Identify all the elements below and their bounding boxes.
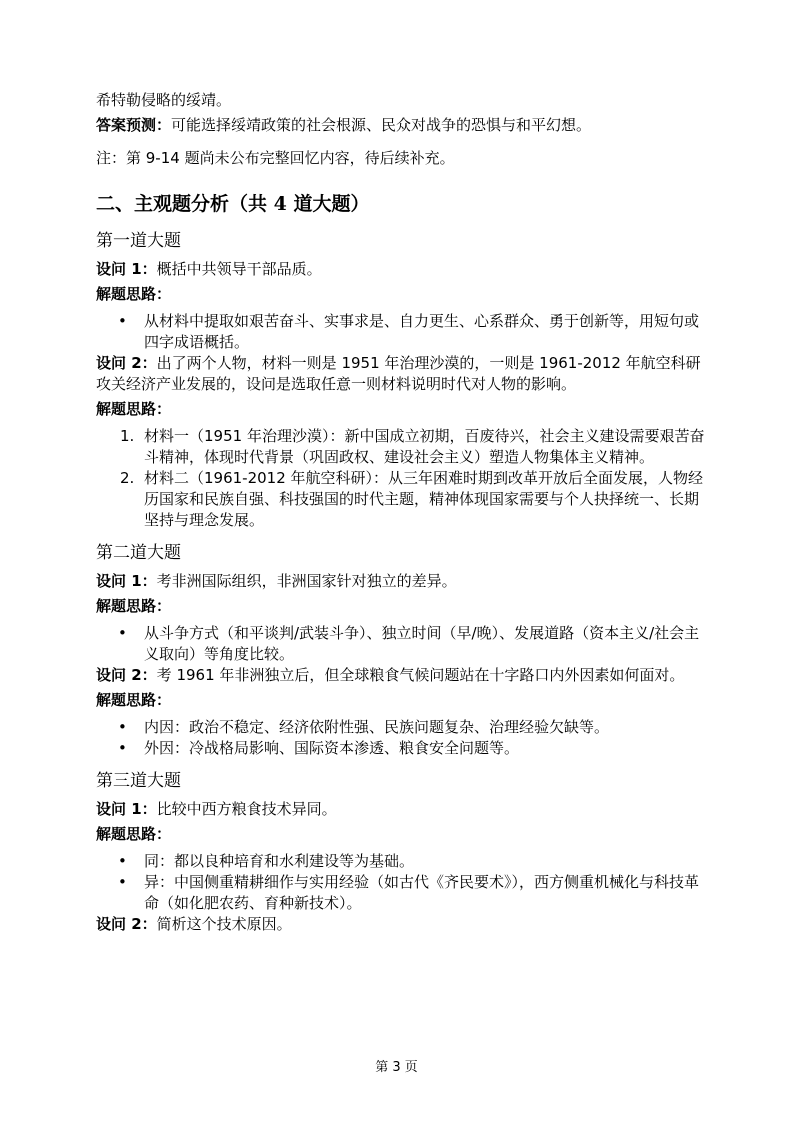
q1-thinking-label-1: 解题思路：	[96, 285, 172, 303]
q1-numbered-2	[96, 426, 706, 531]
document-page	[96, 90, 706, 935]
list-item-text: 异：中国侧重精耕细作与实用经验（如古代《齐民要术》），西方侧重机械化与科技革命（如化肥农药、育种新技术）。	[144, 873, 700, 912]
q2-bullets-2	[96, 717, 706, 759]
list-item	[96, 311, 706, 353]
q2-sub1-label: 设问 1：	[96, 572, 157, 590]
q3-sub2-label: 设问 2：	[96, 915, 157, 933]
bullet-icon: •	[118, 852, 127, 870]
list-item	[96, 426, 706, 468]
list-item	[96, 623, 706, 665]
q2-sub2-text: 考 1961 年非洲独立后，但全球粮食气候问题站在十字路口内外因素如何面对。	[156, 666, 685, 684]
q1-sub2	[96, 353, 706, 395]
bullet-icon: •	[118, 873, 127, 891]
q2-sub1-text: 考非洲国际组织，非洲国家针对独立的差异。	[156, 572, 457, 590]
intro-line: 希特勒侵略的绥靖。	[96, 91, 232, 109]
q2-thinking-label-2: 解题思路：	[96, 691, 172, 709]
q1-bullets-1	[96, 311, 706, 353]
list-item	[96, 738, 706, 759]
q1-sub1-text: 概括中共领导干部品质。	[156, 260, 322, 278]
q2-bullets-1	[96, 623, 706, 665]
bullet-icon: •	[118, 739, 127, 757]
bullet-icon: •	[118, 312, 127, 330]
list-number: 2.	[120, 469, 135, 487]
answer-label: 答案预测：	[96, 116, 172, 134]
list-item	[96, 872, 706, 914]
question-2-title: 第二道大题	[96, 543, 181, 563]
question-3-title: 第三道大题	[96, 771, 181, 791]
q3-sub2	[96, 914, 706, 935]
q1-sub1-label: 设问 1：	[96, 260, 157, 278]
bullet-icon: •	[118, 624, 127, 642]
q1-sub2-text: 出了两个人物，材料一则是 1951 年治理沙漠的，一则是 1961-2012 年航空科研攻关经济产业发展的，设问是选取任意一则材料说明时代对人物的影响。	[96, 354, 701, 393]
q3-sub1-label: 设问 1：	[96, 800, 157, 818]
q2-sub1	[96, 571, 706, 592]
list-item-text: 材料一（1951 年治理沙漠）：新中国成立初期，百废待兴，社会主义建设需要艰苦奋斗精神，体现时代背景（巩固政权、建设社会主义）塑造人物集体主义精神。	[144, 427, 705, 466]
q3-sub1	[96, 799, 706, 820]
q2-sub2-label: 设问 2：	[96, 666, 157, 684]
list-item	[96, 717, 706, 738]
answer-prediction	[96, 115, 706, 136]
list-item-text: 内因：政治不稳定、经济依附性强、民族问题复杂、治理经验欠缺等。	[144, 718, 610, 736]
q1-thinking-label-2: 解题思路：	[96, 400, 172, 418]
question-1-title: 第一道大题	[96, 231, 181, 251]
q3-sub1-text: 比较中西方粮食技术异同。	[156, 800, 337, 818]
list-number: 1.	[120, 427, 135, 445]
q1-sub2-label: 设问 2：	[96, 354, 157, 372]
note: 注：第 9-14 题尚未公布完整回忆内容，待后续补充。	[96, 149, 455, 167]
q3-sub2-text: 简析这个技术原因。	[156, 915, 292, 933]
list-item-text: 同：都以良种培育和水利建设等为基础。	[144, 852, 415, 870]
answer-text: 可能选择绥靖政策的社会根源、民众对战争的恐惧与和平幻想。	[171, 116, 592, 134]
list-item-text: 外因：冷战格局影响、国际资本渗透、粮食安全问题等。	[144, 739, 520, 757]
q2-thinking-label-1: 解题思路：	[96, 597, 172, 615]
q3-thinking-label-1: 解题思路：	[96, 825, 172, 843]
bullet-icon: •	[118, 718, 127, 736]
q2-sub2	[96, 665, 706, 686]
list-item-text: 从材料中提取如艰苦奋斗、实事求是、自力更生、心系群众、勇于创新等，用短句或四字成语概括。	[144, 312, 700, 351]
list-item-text: 材料二（1961-2012 年航空科研）：从三年困难时期到改革开放后全面发展，人物经历国家和民族自强、科技强国的时代主题，精神体现国家需要与个人抉择统一、长期坚持与理念发展。	[144, 469, 704, 529]
q3-bullets-1	[96, 851, 706, 914]
list-item	[96, 851, 706, 872]
q1-sub1	[96, 259, 706, 280]
list-item	[96, 468, 706, 531]
page-number: 第 3 页	[375, 1060, 418, 1075]
section-heading: 二、主观题分析（共 4 道大题）	[96, 193, 370, 215]
list-item-text: 从斗争方式（和平谈判/武装斗争）、独立时间（早/晚）、发展道路（资本主义/社会主义取向）等角度比较。	[144, 624, 700, 663]
